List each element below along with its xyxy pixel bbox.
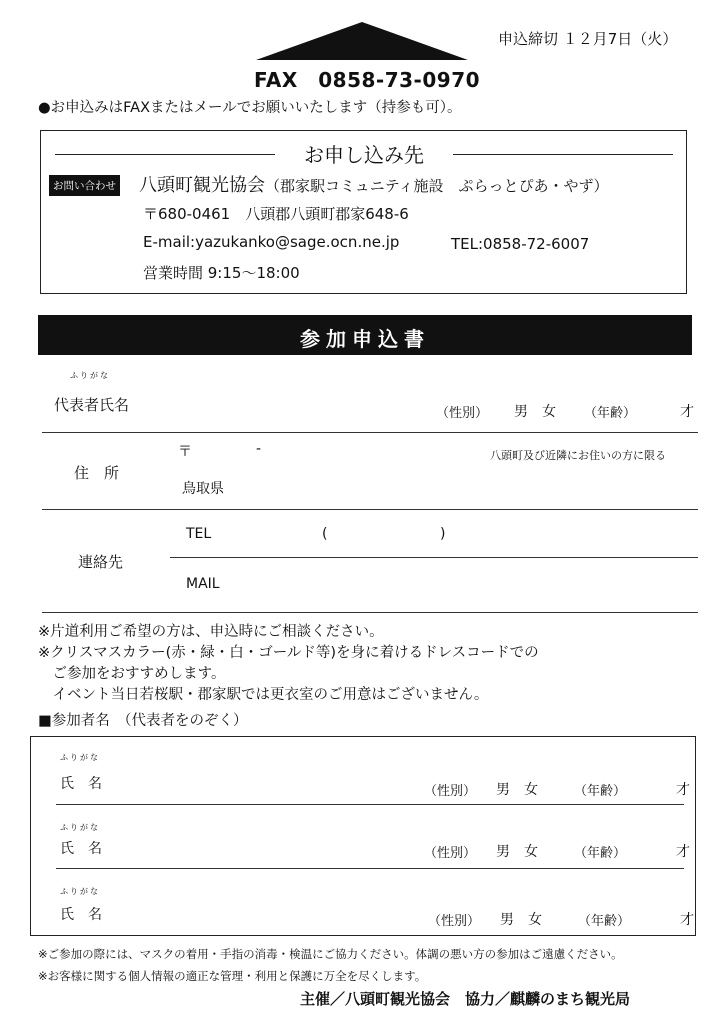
participants-box xyxy=(30,736,696,936)
row-divider xyxy=(42,612,698,613)
rep-age-unit: 才 xyxy=(680,404,694,420)
participant-name-label: 氏 名 xyxy=(60,776,102,792)
rep-age-label: （年齢） xyxy=(584,406,637,421)
contact-title: お申し込み先 xyxy=(304,143,424,167)
participant-age-label: （年齢） xyxy=(574,846,627,861)
residence-note: 八頭町及び近隣にお住いの方に限る xyxy=(490,449,666,462)
contact-divider xyxy=(170,557,698,558)
tel-label: TEL xyxy=(186,526,212,542)
notes xyxy=(38,622,539,706)
address-label: 住 所 xyxy=(74,464,120,482)
tel-paren-open: ( xyxy=(322,526,328,542)
row-divider xyxy=(42,509,698,510)
participant-age-label: （年齢） xyxy=(578,914,631,929)
mail-label: MAIL xyxy=(186,576,220,592)
postal-address: 〒680-0461 八頭郡八頭町郡家648-6 xyxy=(143,205,409,223)
rep-gender-label: （性別） xyxy=(436,406,489,421)
participant-age-unit: 才 xyxy=(676,844,690,860)
note-line: イベント当日若桜駅・郡家駅では更衣室のご用意はございません。 xyxy=(38,687,489,703)
footnote-health: ※ご参加の際には、マスクの着用・手指の消毒・検温にご協力ください。体調の悪い方の参加はご遠慮ください。 xyxy=(38,947,623,961)
participant-gender-options[interactable]: 男 女 xyxy=(496,782,538,798)
participant-gender-options[interactable]: 男 女 xyxy=(496,844,538,860)
business-hours: 営業時間 9:15〜18:00 xyxy=(143,264,300,282)
participant-furigana: ふりがな xyxy=(60,753,100,762)
form-title: 参加申込書 xyxy=(300,327,430,351)
note-line: ※クリスマスカラー(赤・緑・白・ゴールド等)を身に着けるドレスコードでの xyxy=(38,645,539,661)
tel-paren-close: ) xyxy=(440,526,446,542)
prefecture-text: 鳥取県 xyxy=(182,481,224,497)
title-rule-right xyxy=(453,154,673,155)
participant-furigana: ふりがな xyxy=(60,823,100,832)
participant-name-label: 氏 名 xyxy=(60,907,102,923)
participant-name-label: 氏 名 xyxy=(60,841,102,857)
note-line: ご参加をおすすめします。 xyxy=(38,666,226,682)
contact-label: 連絡先 xyxy=(78,553,124,571)
participant-furigana: ふりがな xyxy=(60,887,100,896)
contact-email: E-mail:yazukanko@sage.ocn.ne.jp xyxy=(143,233,400,251)
rep-name-label: 代表者氏名 xyxy=(54,396,130,414)
sponsor-line: 主催／八頭町観光協会 協力／麒麟のまち観光局 xyxy=(300,990,631,1008)
up-arrow-icon xyxy=(256,22,468,60)
organization xyxy=(139,171,609,197)
participant-gender-label: （性別） xyxy=(424,846,477,861)
participant-underline xyxy=(56,868,684,869)
participant-gender-options[interactable]: 男 女 xyxy=(500,912,542,928)
contact-tel: TEL:0858-72-6007 xyxy=(451,235,590,253)
postal-mark: 〒 xyxy=(178,444,192,460)
rep-gender-options[interactable]: 男 女 xyxy=(514,404,556,420)
form-title-bar xyxy=(38,315,692,355)
footnote-privacy: ※お客様に関する個人情報の適正な管理・利用と保護に万全を尽くします。 xyxy=(38,969,427,983)
application-deadline: 申込締切 １２月7日（火） xyxy=(498,30,678,48)
fax-number: FAX 0858-73-0970 xyxy=(254,68,481,92)
participant-gender-label: （性別） xyxy=(428,914,481,929)
participant-gender-label: （性別） xyxy=(424,784,477,799)
intro-text: ●お申込みはFAXまたはメールでお願いいたします（持参も可）。 xyxy=(38,100,462,116)
participants-heading: ■参加者名 （代表者をのぞく） xyxy=(38,713,248,729)
row-divider xyxy=(42,432,698,433)
inquiry-badge: お問い合わせ xyxy=(49,175,120,196)
org-name: 八頭町観光協会 xyxy=(139,175,265,196)
participant-age-label: （年齢） xyxy=(574,784,627,799)
postal-dash: - xyxy=(256,441,262,457)
contact-box xyxy=(40,130,687,294)
note-line: ※片道利用ご希望の方は、申込時にご相談ください。 xyxy=(38,624,384,640)
rep-furigana-label: ふりがな xyxy=(70,371,110,380)
participant-underline xyxy=(56,804,684,805)
org-sub: （郡家駅コミュニティ施設 ぷらっとぴあ・やず） xyxy=(265,177,609,195)
participant-age-unit: 才 xyxy=(680,912,694,928)
title-rule-left xyxy=(55,154,275,155)
participant-age-unit: 才 xyxy=(676,782,690,798)
